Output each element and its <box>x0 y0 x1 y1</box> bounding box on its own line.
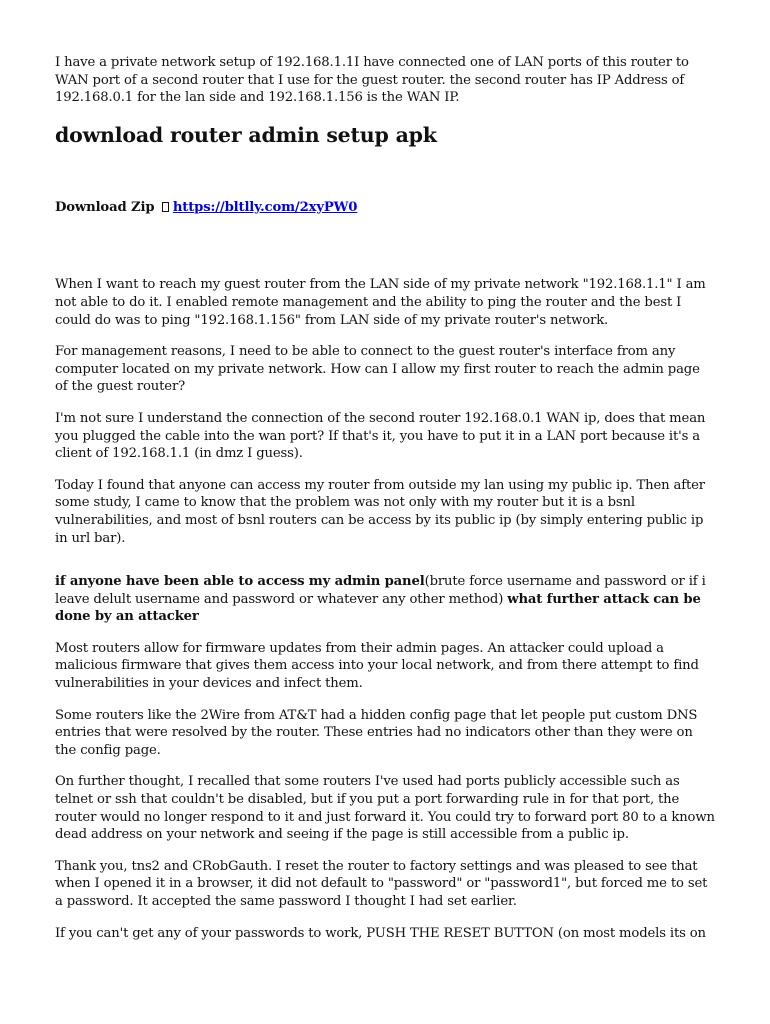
question-bold-start: if anyone have been able to access my admin panel <box>55 574 425 590</box>
body-paragraph: For management reasons, I need to be able to connect to the guest router's interface from any computer located on my private network. How can I allow my first router to reach the admin page of the guest router? <box>55 344 700 395</box>
answer-paragraph: If you can't get any of your passwords to work, PUSH THE RESET BUTTON (on most models its on <box>55 925 706 941</box>
page-title: download router admin setup apk <box>55 122 437 147</box>
download-label: Download Zip <box>55 199 155 215</box>
box-glyph-icon <box>162 202 169 212</box>
question-middle: (brute force username and password or if i leave delult username and password or whatever any other method) <box>55 574 706 607</box>
body-paragraph: When I want to reach my guest router from the LAN side of my private network "192.168.1.1" I am not able to do it. I enabled remote management and the ability to ping the router and the best I could do was to ping "192.168.1.156" from LAN side of my private router's network. <box>55 277 706 328</box>
answer-paragraph: Some routers like the 2Wire from AT&T had a hidden config page that let people put custom DNS entries that were resolved by the router. These entries had no indicators other than they were on the config page. <box>55 707 698 758</box>
body-paragraph: I'm not sure I understand the connection of the second router 192.168.0.1 WAN ip, does that mean you plugged the cable into the wan port? If that's it, you have to put it in a LAN port because it's a client of 192.168.1.1 (in dmz I guess). <box>55 410 706 462</box>
answer-paragraph: On further thought, I recalled that some routers I've used had ports publicly accessible such as telnet or ssh that couldn't be disabled, but if you put a port forwarding rule in for that port, the router would no longer respond to it and just forward it. You could try to forward port 80 to a known dead address on your network and seeing if the page is still accessible from a public ip. <box>55 774 715 843</box>
body-paragraph: Today I found that anyone can access my router from outside my lan using my public ip. Then after some study, I came to know that the problem was not only with my router but it is a bsnl vulnerabilities, and most of bsnl routers can be access by its public ip (by simply entering public ip in url bar). <box>55 477 705 546</box>
answer-paragraph: Thank you, tns2 and CRobGauth. I reset the router to factory settings and was pleased to see that when I opened it in a browser, it did not default to "password" or "password1", but forced me to set a password. It accepted the same password I thought I had set earlier. <box>55 858 708 909</box>
intro-paragraph: I have a private network setup of 192.168.1.1I have connected one of LAN ports of this router to WAN port of a second router that I use for the guest router. the second router has IP Address of 192.168.0.1 for the lan side and 192.168.1.156 is the WAN IP. <box>55 55 689 106</box>
question-bold-end: what further attack can be done by an attacker <box>55 591 701 625</box>
download-link[interactable]: https://bltlly.com/2xyPW0 <box>172 199 358 215</box>
spacer <box>55 216 715 276</box>
question-paragraph <box>55 573 715 626</box>
spacer <box>55 561 715 573</box>
answer-paragraph: Most routers allow for firmware updates from their admin pages. An attacker could upload a malicious firmware that gives them access into your local network, and from there attempt to find vulnerabilities in your devices and infect them. <box>55 640 699 692</box>
download-line <box>55 199 715 217</box>
